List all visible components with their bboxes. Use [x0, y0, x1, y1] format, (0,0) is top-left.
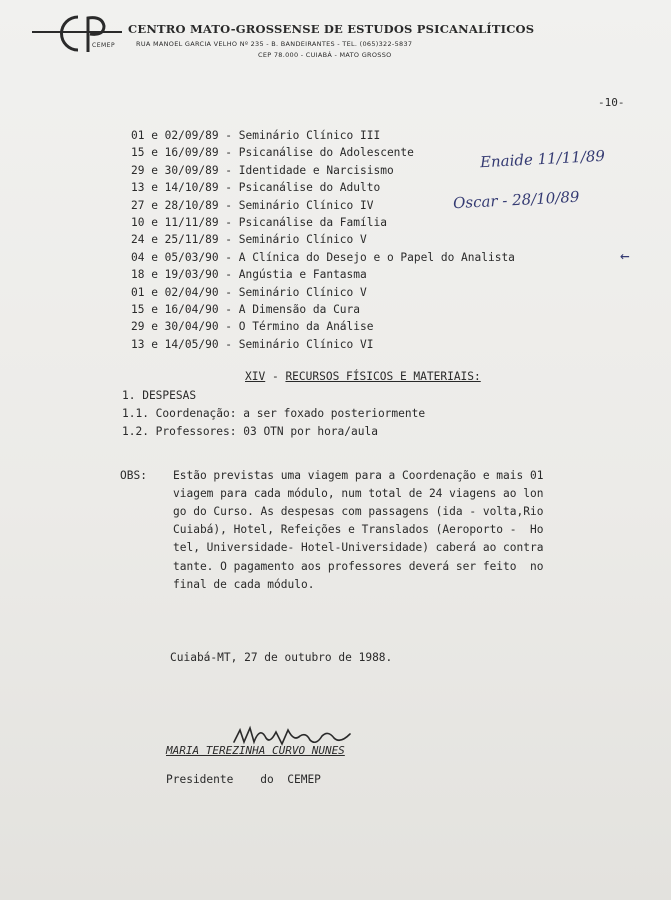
logo-caption: CEMEP	[92, 42, 116, 49]
despesas-heading: 1. DESPESAS	[122, 389, 197, 402]
schedule-item: 13 e 14/10/89 - Psicanálise do Adulto	[131, 181, 381, 195]
schedule-item: 04 e 05/03/90 - A Clínica do Desejo e o Papel do Analista	[131, 250, 515, 264]
schedule-item: 24 e 25/11/89 - Seminário Clínico V	[131, 233, 367, 247]
despesas-item-professors: 1.2. Professores: 03 OTN por hora/aula	[122, 425, 378, 438]
handwritten-arrow-icon: ←	[620, 246, 630, 265]
section-heading: XIV - RECURSOS FÍSICOS E MATERIAIS:	[245, 370, 481, 383]
obs-line: viagem para cada módulo, num total de 24 viagens ao lon	[173, 487, 544, 500]
schedule-item: 29 e 30/04/90 - O Término da Análise	[131, 320, 374, 334]
schedule-item: 13 e 14/05/90 - Seminário Clínico VI	[131, 337, 374, 351]
schedule-item: 10 e 11/11/89 - Psicanálise da Família	[131, 215, 387, 229]
obs-line: tante. O pagamento aos professores deverá ser feito no	[173, 560, 544, 573]
handwritten-note-enaide: Enaide 11/11/89	[479, 146, 606, 172]
obs-line: Estão previstas uma viagem para a Coordenação e mais 01	[173, 469, 544, 482]
obs-line: final de cada módulo.	[173, 578, 315, 591]
schedule-item: 27 e 28/10/89 - Seminário Clínico IV	[131, 198, 374, 212]
signatory-name: MARIA TEREZINHA CURVO NUNES	[166, 744, 345, 757]
obs-line: tel, Universidade- Hotel-Universidade) caberá ao contra	[173, 541, 544, 554]
schedule-item: 18 e 19/03/90 - Angústia e Fantasma	[131, 268, 367, 282]
obs-label: OBS:	[120, 469, 147, 482]
institution-city: CEP 78.000 - CUIABÁ - MATO GROSSO	[258, 51, 392, 59]
schedule-item: 15 e 16/09/89 - Psicanálise do Adolescente	[131, 146, 414, 160]
section-number: XIV	[245, 370, 266, 383]
schedule-item: 01 e 02/09/89 - Seminário Clínico III	[131, 129, 381, 142]
schedule-item: 29 e 30/09/89 - Identidade e Narcisismo	[131, 163, 394, 177]
institution-address: RUA MANOEL GARCIA VELHO Nº 235 - B. BANDEIRANTES - TEL. (065)322-5837	[136, 40, 413, 48]
module-schedule	[131, 127, 515, 353]
despesas-item-coordination: 1.1. Coordenação: a ser foxado posteriormente	[122, 407, 426, 420]
section-title: RECURSOS FÍSICOS E MATERIAIS:	[285, 370, 481, 383]
institution-name: CENTRO MATO-GROSSENSE DE ESTUDOS PSICANALÍTICOS	[128, 22, 535, 36]
handwritten-note-oscar: Oscar - 28/10/89	[452, 187, 580, 213]
schedule-item: 01 e 02/04/90 - Seminário Clínico V	[131, 285, 367, 299]
page-number: -10-	[598, 96, 625, 109]
signatory-role: Presidente do CEMEP	[166, 773, 321, 786]
cemep-logo	[30, 12, 125, 57]
obs-line: Cuiabá), Hotel, Refeições e Translados (Aeroporto - Ho	[173, 523, 544, 536]
schedule-item: 15 e 16/04/90 - A Dimensão da Cura	[131, 302, 361, 316]
obs-line: go do Curso. As despesas com passagens (ida - volta,Rio	[173, 505, 544, 518]
place-date: Cuiabá-MT, 27 de outubro de 1988.	[170, 651, 393, 664]
